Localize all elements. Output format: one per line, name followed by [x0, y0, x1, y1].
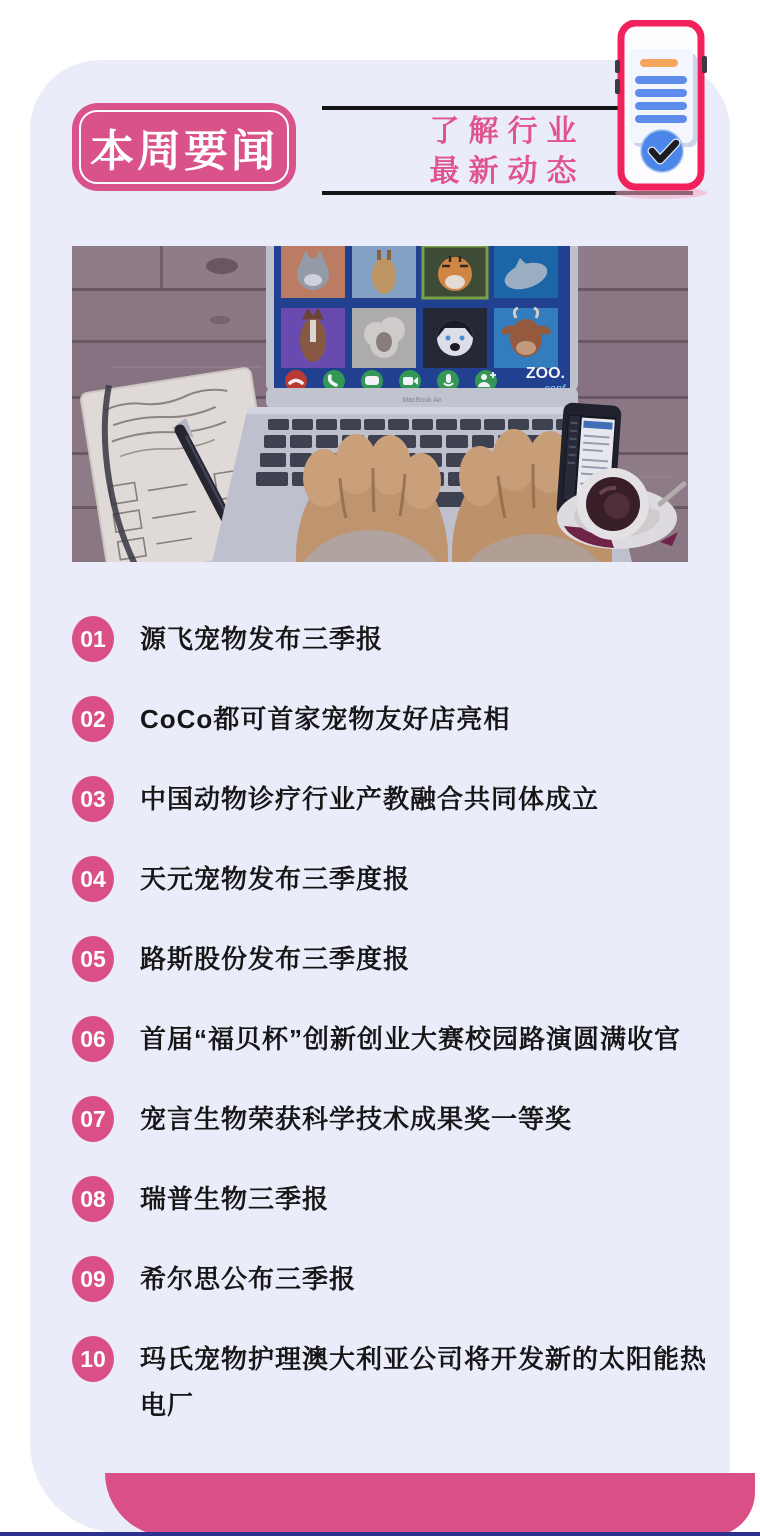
- footer-bar: [105, 1473, 755, 1536]
- news-list: [72, 616, 712, 1462]
- laptop-brand-label: MacBook Air: [402, 397, 442, 404]
- news-item: [72, 1336, 712, 1428]
- item-number-badge: 04: [72, 856, 114, 902]
- item-number-badge: 05: [72, 936, 114, 982]
- item-number-badge: 08: [72, 1176, 114, 1222]
- content-card: [30, 60, 730, 1533]
- item-text: 源飞宠物发布三季报: [140, 624, 384, 654]
- news-item: [72, 696, 712, 742]
- news-item: [72, 1096, 712, 1142]
- item-text: 天元宠物发布三季度报: [140, 864, 411, 894]
- item-text: 路斯股份发布三季度报: [140, 944, 411, 974]
- item-text: 首届“福贝杯”创新创业大赛校园路演圆满收官: [140, 1024, 682, 1054]
- news-item: [72, 1176, 712, 1222]
- zoo-logo-text: ZOO.: [525, 365, 565, 382]
- item-text: 瑞普生物三季报: [140, 1184, 330, 1214]
- item-number-badge: 09: [72, 1256, 114, 1302]
- bottom-line: [0, 1532, 760, 1536]
- hero-image: [72, 246, 688, 562]
- item-number-badge: 06: [72, 1016, 114, 1062]
- news-item: [72, 936, 712, 982]
- title-badge: [72, 103, 296, 191]
- item-text: 玛氏宠物护理澳大利亚公司将开发新的太阳能热电厂: [140, 1344, 708, 1420]
- phone-checklist-icon: [614, 20, 708, 200]
- item-text: CoCo都可首家宠物友好店亮相: [140, 704, 511, 734]
- item-number-badge: 10: [72, 1336, 114, 1382]
- tagline-line2: 最新动态: [429, 155, 586, 188]
- news-item: [72, 856, 712, 902]
- tagline-line1: 了解行业: [429, 115, 586, 148]
- item-number-badge: 07: [72, 1096, 114, 1142]
- hero-photo-illustration: [72, 246, 688, 562]
- news-item: [72, 776, 712, 822]
- item-text: 宠言生物荣获科学技术成果奖一等奖: [140, 1104, 573, 1134]
- item-number-badge: 03: [72, 776, 114, 822]
- news-item: [72, 1256, 712, 1302]
- item-text: 希尔思公布三季报: [140, 1264, 357, 1294]
- title-badge-label: 本周要闻: [90, 127, 278, 176]
- news-item: [72, 1016, 712, 1062]
- item-number-badge: 01: [72, 616, 114, 662]
- news-item: [72, 616, 712, 662]
- item-number-badge: 02: [72, 696, 114, 742]
- item-text: 中国动物诊疗行业产教融合共同体成立: [140, 784, 600, 814]
